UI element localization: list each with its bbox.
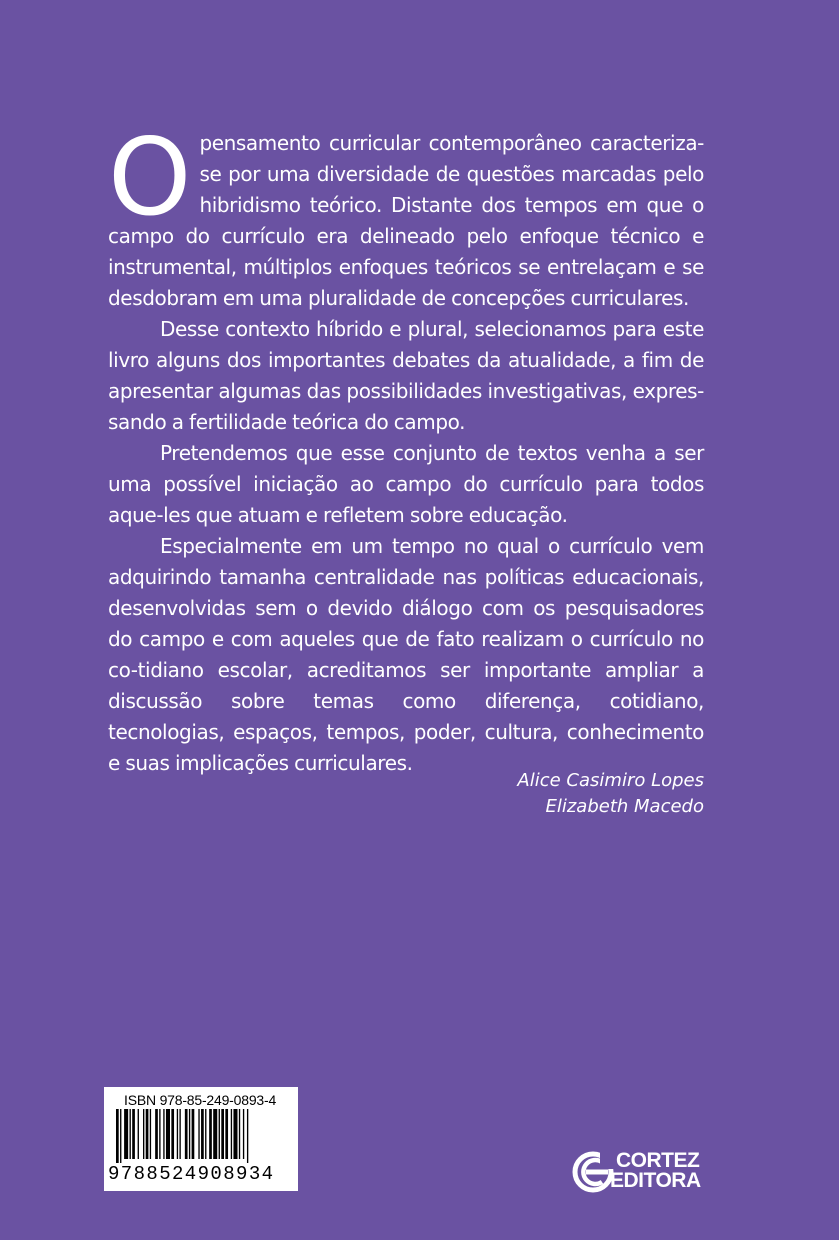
barcode-bar — [239, 1109, 240, 1159]
author-name: Elizabeth Macedo — [545, 796, 704, 817]
barcode-bar — [155, 1109, 158, 1159]
barcode-bar — [163, 1109, 164, 1159]
drop-cap: O — [108, 116, 192, 239]
barcode-bar — [213, 1109, 217, 1159]
paragraph-1 — [108, 116, 704, 314]
barcode-bar — [150, 1109, 151, 1159]
barcode-bar — [171, 1109, 174, 1159]
barcode-bar — [130, 1109, 131, 1159]
paragraph-2: Desse contexto híbrido e plural, selecionamos para este livro alguns dos importantes debates da atualidade, a fim de apresentar algumas das possibilidades investigativas, expres-sando a fertilidade teórica do campo. — [108, 317, 704, 434]
barcode-bar — [124, 1109, 128, 1159]
author-signatures — [517, 768, 704, 820]
publisher-name-bottom: EDITORA — [610, 1169, 701, 1192]
paragraph-1-text: pensamento curricular contemporâneo caracteriza-se por uma diversidade de questões marcadas pelo hibridismo teórico. Distante dos tempos em que o campo do currículo era delineado pelo enfoque técnico e instrumental, múltiplos enfoques teóricos se entrelaçam e se desdobram em uma pluralidade de concepções curriculares. — [108, 131, 704, 310]
barcode-bar — [179, 1109, 180, 1159]
paragraph-4: Especialmente em um tempo no qual o currículo vem adquirindo tamanha centralidade nas políticas educacionais, desenvolvidas sem o devido diálogo com os pesquisadores do campo e com aqueles que de fato realizam o currículo no co-tidiano escolar, acreditamos ser importante ampliar a discussão sobre temas como diferença, cotidiano, tecnologias, espaços, tempos, poder, cultura, conhecimento e suas implicações curriculares. — [108, 534, 704, 775]
publisher-logo — [572, 1150, 712, 1194]
barcode-bar — [247, 1109, 248, 1163]
isbn-label: ISBN 978-85-249-0893-4 — [124, 1092, 277, 1108]
barcode-bar — [146, 1109, 149, 1159]
barcode-bar — [120, 1109, 121, 1163]
barcode — [116, 1109, 288, 1163]
barcode-bar — [219, 1109, 220, 1159]
barcode-bar — [221, 1109, 224, 1159]
barcode-bar — [166, 1109, 170, 1159]
barcode-bar — [205, 1109, 206, 1159]
barcode-bar — [192, 1109, 195, 1159]
author-name: Alice Casimiro Lopes — [517, 770, 704, 791]
barcode-bar — [185, 1109, 188, 1159]
publisher-name-top: CORTEZ — [616, 1149, 700, 1172]
barcode-bar — [198, 1109, 199, 1159]
barcode-bar — [233, 1109, 237, 1159]
barcode-bar — [231, 1109, 232, 1159]
barcode-bar — [138, 1109, 139, 1159]
isbn-barcode-box — [104, 1087, 298, 1191]
barcode-bar — [143, 1109, 144, 1159]
barcode-bar — [177, 1109, 178, 1159]
barcode-bar — [201, 1109, 204, 1159]
paragraph-3: Pretendemos que esse conjunto de textos venha a ser uma possível iniciação ao campo do currículo para todos aque-les que atuam e refletem sobre educação. — [108, 441, 704, 527]
barcode-bar — [159, 1109, 160, 1159]
barcode-bar — [209, 1109, 212, 1159]
isbn-digits: 9788524908934 — [108, 1163, 275, 1185]
barcode-bar — [116, 1109, 119, 1163]
barcode-bar — [243, 1109, 244, 1159]
cover-text — [108, 116, 704, 779]
barcode-bar — [189, 1109, 190, 1159]
barcode-bar — [225, 1109, 228, 1159]
barcode-bar — [132, 1109, 135, 1159]
